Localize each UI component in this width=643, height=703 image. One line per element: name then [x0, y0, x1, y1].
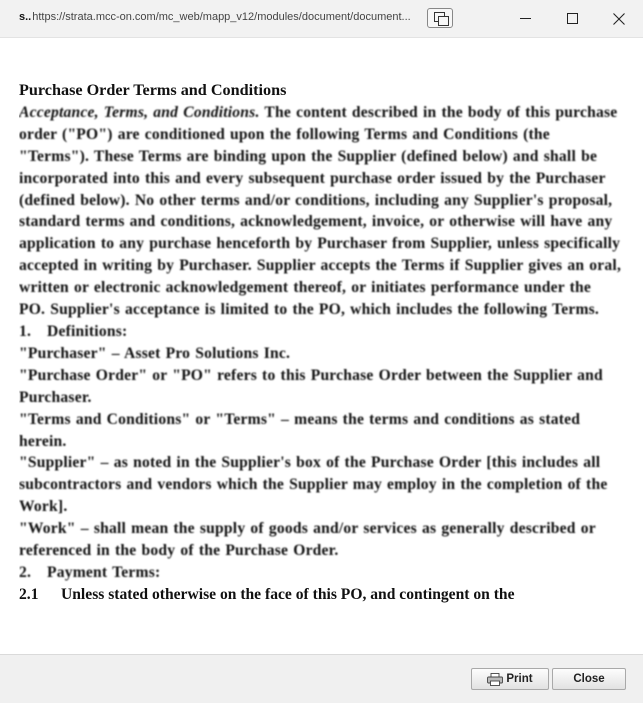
- section-payment-heading: [19, 562, 622, 584]
- section-label: Payment Terms:: [47, 563, 161, 581]
- open-in-new-window-button[interactable]: [427, 8, 453, 28]
- acceptance-body: The content described in the body of this purchase order ("PO") are conditioned upon the following Terms and Conditions (the "Terms"). These Terms are binding upon the Supplier (defined below) and shall be incorporated into this and every subsequent purchase order issued by the Purchaser (defined below). No other terms and/or conditions, including any Supplier's proposal, standard terms and conditions, acknowledgement, invoice, or otherwise will have any application to any purchase henceforth by Purchaser from Supplier, unless specifically accepted in writing by Purchaser. Supplier accepts the Terms if Supplier gives an oral, written or electronic acknowledgement thereof, or initiates performance under the PO. Supplier's acceptance is limited to the PO, which includes the following Terms.: [19, 103, 622, 319]
- section-text: Unless stated otherwise on the face of this PO, and contingent on the: [61, 585, 515, 603]
- acceptance-heading: Acceptance, Terms, and Conditions.: [19, 103, 260, 121]
- document-content: [19, 80, 622, 650]
- section-2-1: [19, 584, 622, 606]
- definition-purchase-order: "Purchase Order" or "PO" refers to this Purchase Order between the Supplier and Purchaser.: [19, 366, 603, 406]
- section-number: 2.: [19, 563, 32, 581]
- print-label: Print: [506, 673, 533, 685]
- definition-terms: "Terms and Conditions" or "Terms" – means the terms and conditions as stated herein.: [19, 410, 581, 450]
- print-button[interactable]: [471, 668, 549, 690]
- acceptance-paragraph: [19, 102, 622, 321]
- url-prefix: s..: [19, 11, 32, 23]
- section-definitions-heading: [19, 321, 622, 343]
- window-close-button[interactable]: [596, 0, 642, 38]
- definition-work: "Work" – shall mean the supply of goods and/or services as generally described or referenced in the body of the Purchase Order.: [19, 520, 596, 560]
- close-icon: [613, 13, 625, 25]
- section-number: 2.1: [19, 585, 39, 603]
- url-text: https://strata.mcc-on.com/mc_web/mapp_v12/modules/document/document...: [32, 11, 411, 23]
- section-label: Definitions:: [47, 322, 128, 340]
- minimize-icon: [520, 18, 531, 19]
- definition-supplier: "Supplier" – as noted in the Supplier's box of the Purchase Order [this includes all subcontractors and vendors which the Supplier may employ in the completion of the Work].: [19, 454, 608, 516]
- maximize-button[interactable]: [549, 0, 595, 38]
- url-display: [19, 11, 424, 27]
- printer-icon: [487, 673, 503, 686]
- maximize-icon: [567, 13, 578, 24]
- close-button[interactable]: [552, 668, 626, 690]
- document-title: Purchase Order Terms and Conditions: [19, 81, 287, 99]
- browser-title-bar: [0, 0, 643, 38]
- close-label: Close: [573, 673, 605, 685]
- dialog-footer: [0, 654, 643, 703]
- definition-purchaser: "Purchaser" – Asset Pro Solutions Inc.: [19, 344, 291, 362]
- section-number: 1.: [19, 322, 32, 340]
- minimize-button[interactable]: [502, 0, 548, 38]
